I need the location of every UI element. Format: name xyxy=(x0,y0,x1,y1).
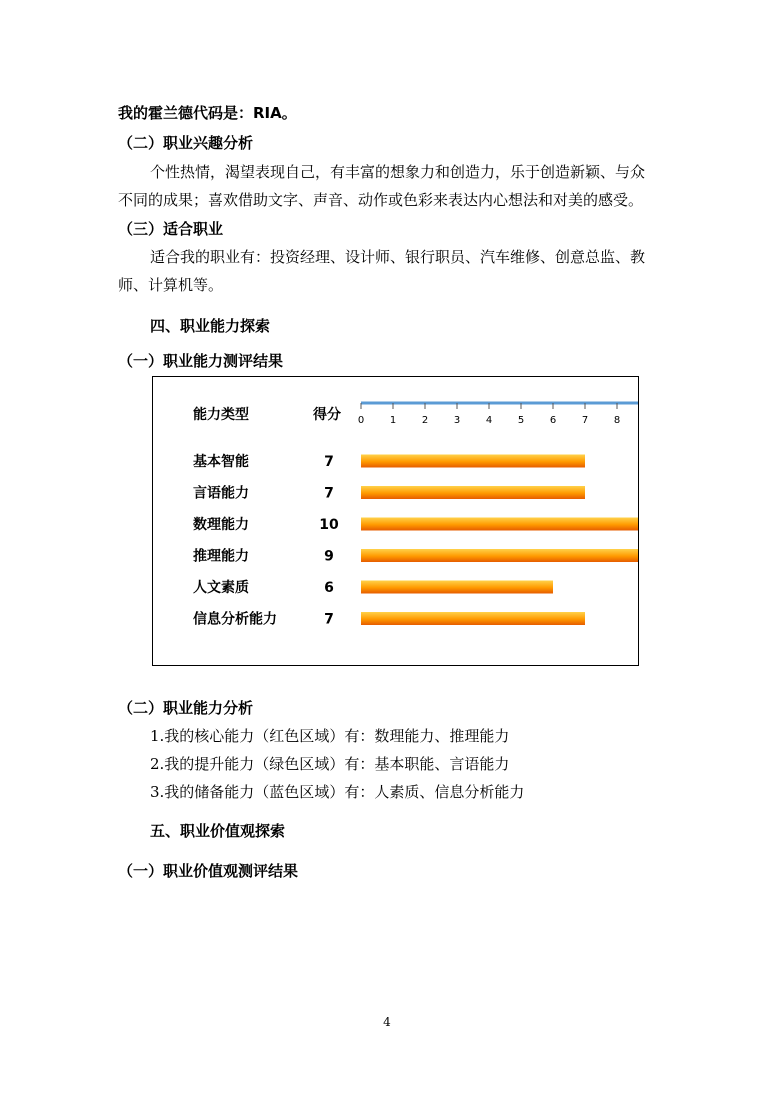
bar xyxy=(361,518,639,531)
axis-tick-label: 1 xyxy=(389,415,397,426)
section-title-ability-analysis: （二）职业能力分析 xyxy=(118,699,254,717)
score-label: 7 xyxy=(324,485,334,502)
axis-tick-label: 8 xyxy=(613,415,621,426)
axis-tick-label: 6 xyxy=(549,415,557,426)
ability-chart xyxy=(152,376,639,666)
score-label: 7 xyxy=(324,454,334,470)
score-label: 6 xyxy=(324,580,334,596)
paragraph-line: 适合我的职业有：投资经理、设计师、银行职员、汽车维修、创意总监、教 xyxy=(150,248,646,266)
part-title-values: 五、职业价值观探索 xyxy=(150,822,286,840)
axis-tick-label: 4 xyxy=(485,415,493,426)
bar xyxy=(361,455,585,468)
page-number: 4 xyxy=(383,1015,391,1029)
section-title-careers: （三）适合职业 xyxy=(118,220,224,238)
section-title-values-results: （一）职业价值观测评结果 xyxy=(118,862,299,880)
analysis-item: 2.我的提升能力（绿色区域）有：基本职能、言语能力 xyxy=(150,755,510,773)
paragraph-line: 师、计算机等。 xyxy=(118,276,224,294)
category-label: 言语能力 xyxy=(193,485,249,502)
axis-tick-label: 5 xyxy=(517,415,525,426)
axis-tick-label: 2 xyxy=(421,415,429,426)
score-label: 9 xyxy=(324,548,334,565)
axis-tick-label: 7 xyxy=(581,415,589,426)
category-label: 人文素质 xyxy=(193,580,249,596)
holland-code: 我的霍兰德代码是：RIA。 xyxy=(118,104,297,122)
section-title-interest: （二）职业兴趣分析 xyxy=(118,134,254,152)
paragraph-line: 个性热情，渴望表现自己，有丰富的想象力和创造力，乐于创造新颖、与众 xyxy=(150,163,646,181)
score-label: 10 xyxy=(319,517,339,533)
header-score: 得分 xyxy=(313,407,341,423)
header-category: 能力类型 xyxy=(193,407,249,423)
category-label: 推理能力 xyxy=(193,548,249,565)
axis-tick-label: 0 xyxy=(357,415,365,426)
section-title-ability-results: （一）职业能力测评结果 xyxy=(118,352,284,370)
category-label: 数理能力 xyxy=(193,517,249,533)
category-label: 信息分析能力 xyxy=(193,611,277,628)
score-label: 7 xyxy=(324,611,334,628)
part-title-ability: 四、职业能力探索 xyxy=(150,317,271,335)
ability-chart-svg xyxy=(153,377,639,666)
analysis-item: 3.我的储备能力（蓝色区域）有：人素质、信息分析能力 xyxy=(150,783,525,801)
bar xyxy=(361,612,585,625)
category-label: 基本智能 xyxy=(193,454,249,470)
axis-tick-label: 3 xyxy=(453,415,461,426)
bar xyxy=(361,549,639,562)
paragraph-line: 不同的成果；喜欢借助文字、声音、动作或色彩来表达内心想法和对美的感受。 xyxy=(118,191,644,209)
bar xyxy=(361,486,585,499)
analysis-item: 1.我的核心能力（红色区域）有：数理能力、推理能力 xyxy=(150,727,510,745)
bar xyxy=(361,581,553,594)
